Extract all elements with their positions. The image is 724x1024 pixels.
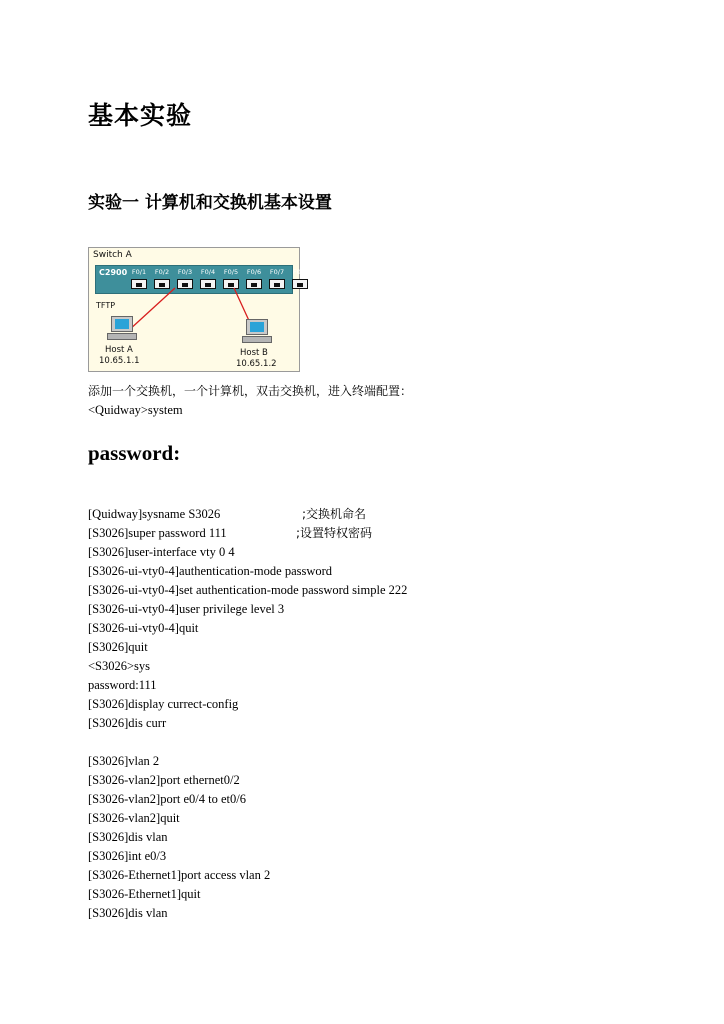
command-line: [S3026]dis curr	[88, 716, 167, 730]
command-line: [S3026]dis vlan	[88, 830, 168, 844]
command-comment: ;交换机命名	[302, 507, 367, 521]
host-b-ip: 10.65.1.2	[236, 359, 277, 369]
port-label: F0/7	[269, 268, 285, 276]
command-line: [S3026]user-interface vty 0 4	[88, 545, 235, 559]
host-b-label: Host B	[240, 348, 268, 358]
command-line: <S3026>sys	[88, 659, 151, 673]
command-line: [S3026]dis vlan	[88, 906, 168, 920]
host-a-label: Host A	[105, 345, 133, 355]
command-line: <Quidway>system	[88, 403, 183, 417]
command-line: [S3026-ui-vty0-4]user privilege level 3	[88, 602, 285, 616]
switch-label: Switch A	[93, 250, 132, 260]
command-line: [S3026-ui-vty0-4]set authentication-mode password simple 222	[88, 583, 408, 597]
command-line: [S3026]int e0/3	[88, 849, 167, 863]
command-line: [S3026-ui-vty0-4]authentication-mode password	[88, 564, 333, 578]
port-label: F0/5	[223, 268, 239, 276]
command-line: [S3026-vlan2]port ethernet0/2	[88, 773, 240, 787]
command-line: [S3026]vlan 2	[88, 754, 160, 768]
section-title: 实验一 计算机和交换机基本设置	[88, 193, 332, 213]
command-line: [S3026-Ethernet1]port access vlan 2	[88, 868, 271, 882]
tftp-label: TFTP	[96, 301, 116, 310]
port-label: F0/8	[292, 268, 308, 276]
host-b-computer-icon[interactable]	[242, 319, 272, 345]
command-line: password:111	[88, 678, 157, 692]
intro-text: 添加一个交换机，一个计算机，双击交换机，进入终端配置：	[88, 384, 413, 398]
switch-model: C2900	[99, 268, 128, 277]
command-line: [S3026]super password 111	[88, 526, 227, 540]
command-line: [S3026-vlan2]port e0/4 to et0/6	[88, 792, 246, 806]
page-title: 基本实验	[88, 101, 193, 130]
password-heading: password:	[88, 441, 181, 465]
port-label: F0/3	[177, 268, 193, 276]
command-line: [Quidway]sysname S3026	[88, 507, 221, 521]
host-a-computer-icon[interactable]	[107, 316, 137, 342]
host-a-ip: 10.65.1.1	[99, 356, 140, 366]
port-label: F0/6	[246, 268, 262, 276]
command-line: [S3026-ui-vty0-4]quit	[88, 621, 199, 635]
command-line: [S3026]quit	[88, 640, 148, 654]
command-comment: ;设置特权密码	[296, 526, 373, 540]
command-line: [S3026-Ethernet1]quit	[88, 887, 201, 901]
port-label: F0/4	[200, 268, 216, 276]
port-label: F0/2	[154, 268, 170, 276]
port-label: F0/1	[131, 268, 147, 276]
command-line: [S3026-vlan2]quit	[88, 811, 180, 825]
network-diagram	[88, 247, 308, 372]
command-line: [S3026]display currect-config	[88, 697, 239, 711]
